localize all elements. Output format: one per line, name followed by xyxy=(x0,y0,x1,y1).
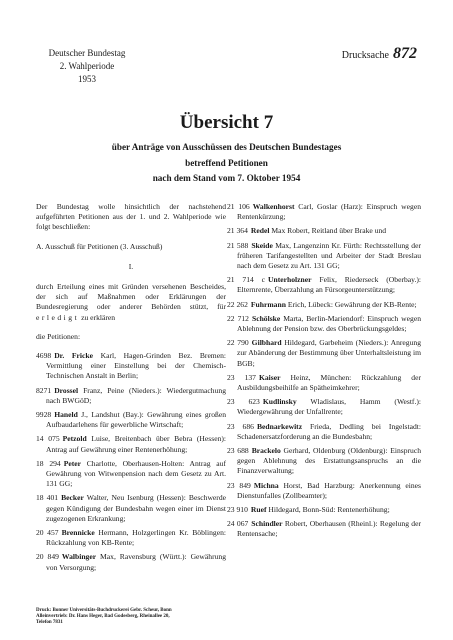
petitioner-name: Bednarkewitz xyxy=(256,421,303,431)
petition-text: Horst, Bad Harzburg: Anerkennung eines Dienstunfalles (Zollbeamter); xyxy=(237,480,421,500)
petition-text: Frieda, Dedling bei Ingelstadt: Schadenersatzforderung an die Bundesbahn; xyxy=(237,421,421,441)
petition-entry xyxy=(227,505,421,515)
petition-text: Hildegard, Garbeheim (Nieders.): Anregung zur Abänderung der Bestimmung über Unterhaltsleistung im BGB; xyxy=(237,338,421,368)
petition-number: 22 712 xyxy=(227,313,249,323)
petition-entry xyxy=(227,202,421,222)
petition-text: Max, Langenzinn Kr. Fürth: Rechtsstellung der früheren Tarifangestellten und Arbeiter der Stadt Breslau nach dem Gesetz zu Art. 131 GG; xyxy=(237,240,422,271)
printer-footer xyxy=(36,608,236,626)
petition-text: Robert, Oberhausen (Rheinl.): Regelung der Rentensache; xyxy=(237,519,421,539)
page-title: Übersicht 7 xyxy=(179,112,274,133)
petition-text: Franz, Peine (Nieders.): Wiedergutmachung nach BWGöD; xyxy=(46,385,226,405)
issuer-line: 1953 xyxy=(78,74,96,84)
page-subtitle xyxy=(60,140,393,187)
roman-heading: I. xyxy=(128,261,134,271)
petitioner-name: Becker xyxy=(61,493,84,503)
footer-line: Alleinvertrieb: Dr. Hans Heger, Bad Godesberg, Rheinallee 20, xyxy=(36,614,170,619)
petition-number: 22 790 xyxy=(227,338,249,348)
issuer-line: Deutscher Bundestag xyxy=(48,48,126,58)
drucksache-number: 872 xyxy=(393,45,417,62)
petitioner-name: Haneld xyxy=(54,410,78,420)
petition-text: Hildegard, Bonn-Süd: Rentenerhöhung; xyxy=(268,505,390,515)
petitioner-name: Petzold xyxy=(62,434,87,444)
petition-number: 18 294 xyxy=(36,458,61,468)
footer-line: Druck: Bonner Universitäts-Buchdruckerei Gebr. Scheur, Bonn xyxy=(36,608,172,613)
petition-number: 14 075 xyxy=(36,434,60,444)
drucksache-label: Drucksache xyxy=(341,50,389,61)
petition-entry xyxy=(227,422,421,442)
petition-entry xyxy=(227,241,421,272)
subtitle-line: über Anträge von Ausschüssen des Deutschen Bundestages xyxy=(111,142,342,152)
petitioner-name: Redel xyxy=(250,226,270,236)
petition-number: 24 067 xyxy=(227,519,249,529)
petitioner-name: Unterholzner xyxy=(268,275,312,285)
petition-entry xyxy=(36,528,226,548)
decision-spaced: erledigt xyxy=(36,312,80,322)
petition-number: 18 401 xyxy=(36,493,59,503)
subtitle-line: betreffend Petitionen xyxy=(185,157,268,168)
petitioner-name: Dr. Fricke xyxy=(54,351,93,361)
petition-entry xyxy=(227,226,421,236)
petition-number: 21 364 xyxy=(227,226,248,236)
petition-number: 23 849 xyxy=(227,480,251,490)
petitioner-name: Michna xyxy=(253,480,279,490)
petition-text: Gerhard, Oldenburg (Oldenburg): Einspruch gegen Ablehnung des Erstattungsanspruchs an die Finanzverwaltung; xyxy=(237,446,421,476)
petition-number: 21 106 xyxy=(227,202,250,211)
petition-entry xyxy=(227,446,421,477)
petition-text: Wladislaus, Hamm (Westf.): Wiedergewährung der Unfallrente; xyxy=(237,397,421,417)
petition-number: 23 623 xyxy=(227,397,260,407)
petition-number: 21 588 xyxy=(227,240,249,250)
petitioner-name: Skeide xyxy=(251,240,273,250)
petition-number: 23 910 xyxy=(227,505,248,515)
issuer-block xyxy=(32,47,142,86)
decision-paragraph xyxy=(36,282,226,323)
section-heading: A. Ausschuß für Petitionen (3. Ausschuß) xyxy=(36,241,163,251)
petition-text: Felix, Riederseck (Oberbay.): Elternrente, Überzahlung an Fürsorgeunterstützung; xyxy=(237,275,421,295)
petition-text: Walter, Neu Isenburg (Hessen): Beschwerde gegen Kündigung der Bundesbahn wegen einer im Dienst zugezogenen Erkrankung; xyxy=(46,493,226,523)
petition-entry xyxy=(36,459,226,490)
petition-text: Max, Ravensburg (Württ.): Gewährung von Versorgung; xyxy=(46,552,226,572)
petitioner-name: Brennicke xyxy=(61,528,95,538)
petition-text: Karl, Hagen-Grinden Bez. Bremen: Vermittlung einer Einstellung bei der Chemisch-Technischen Anstalt in Berlin; xyxy=(46,351,226,381)
petitioner-name: Peter xyxy=(63,458,81,468)
petition-text: Carl, Goslar (Harz): Einspruch wegen Rentenkürzung; xyxy=(237,202,421,222)
right-column xyxy=(227,202,421,544)
drucksache-block xyxy=(342,45,417,63)
petition-entry xyxy=(36,386,226,406)
petition-entry xyxy=(227,519,421,539)
petition-number: 23 688 xyxy=(227,446,249,456)
left-column xyxy=(36,202,226,577)
subtitle-line: nach dem Stand vom 7. Oktober 1954 xyxy=(152,173,301,183)
petition-entry xyxy=(227,338,421,369)
petition-number: 22 262 xyxy=(227,299,248,309)
petition-entry xyxy=(227,300,421,310)
petitioner-name: Fuhrmann xyxy=(250,299,286,309)
intro-paragraph: Der Bundestag wolle hinsichtlich der nachstehend aufgeführten Petitionen aus der 1. und 2. Wahlperiode wie folgt beschließen: xyxy=(36,202,226,232)
petitioner-name: Walkenhorst xyxy=(252,202,295,211)
petition-entry xyxy=(227,481,421,501)
petitioner-name: Drossel xyxy=(54,385,79,395)
petition-entry xyxy=(227,397,421,417)
petition-text: Charlotte, Oberhausen-Holten: Antrag auf Gewährung von Witwenpension nach dem Gesetz zu Art. 131 GG; xyxy=(46,458,226,489)
petitioner-name: Brackelo xyxy=(251,446,281,456)
petition-entry xyxy=(36,351,226,382)
petition-entry xyxy=(36,493,226,524)
petitioner-name: Ruef xyxy=(250,505,267,515)
decision-text-end: zu erklären xyxy=(81,312,116,322)
petitioner-name: Walbinger xyxy=(61,552,97,562)
petition-entry xyxy=(36,552,226,572)
petition-text: Erich, Lübeck: Gewährung der KB-Rente; xyxy=(287,299,417,309)
petition-text: Max Robert, Reitland über Brake und xyxy=(271,226,387,236)
petition-entry xyxy=(227,373,421,393)
petition-number: 4698 xyxy=(36,351,52,361)
petition-entry xyxy=(227,275,421,295)
petition-text: Heinz, München: Rückzahlung der Ausbildungsbeihilfe an Spätheimkehrer; xyxy=(237,372,421,393)
petitions-label: die Petitionen: xyxy=(36,331,81,341)
petition-text: Marta, Berlin-Mariendorf: Einspruch wegen Ablehnung der Pension bzw. des Oberbrückungsgeldes; xyxy=(237,313,421,334)
petition-number: 20 457 xyxy=(36,528,59,538)
issuer-line: 2. Wahlperiode xyxy=(59,61,115,71)
petition-number: 23 137 xyxy=(227,372,256,382)
footer-line: Telefon 7831 xyxy=(36,620,63,625)
petitioner-name: Kudlinsky xyxy=(262,397,297,407)
petition-number: 20 849 xyxy=(36,552,59,562)
petitioner-name: Gilbhard xyxy=(251,338,282,348)
petition-number: 21 714 c xyxy=(227,275,266,285)
petitioner-name: Schindler xyxy=(251,519,283,529)
petition-entry xyxy=(36,434,226,454)
petitioner-name: Schölske xyxy=(251,313,281,323)
petitioner-name: Kaiser xyxy=(258,372,281,382)
petition-number: 8271 xyxy=(36,385,52,395)
petition-text: Hermann, Holzgerlingen Kr. Böblingen: Rückzahlung von KB-Rente; xyxy=(46,528,226,548)
petition-entry xyxy=(227,314,421,334)
petition-entry xyxy=(36,410,226,430)
decision-text: durch Erteilung eines mit Gründen versehenen Bescheides, der sich auf Maßnahmen oder Erklärungen der Bundesregierung oder anderer Behörden stützt, für xyxy=(36,282,226,312)
petition-text: J., Landshut (Bay.): Gewährung eines großen Aufbaudarlehens für gewerbliche Wirtschaft; xyxy=(46,410,226,430)
petition-text: Luise, Breitenbach über Bebra (Hessen): Antrag auf Gewährung einer Rentenerhöhung; xyxy=(46,434,227,454)
petition-number: 23 686 xyxy=(227,421,254,431)
petition-number: 9928 xyxy=(36,410,52,420)
